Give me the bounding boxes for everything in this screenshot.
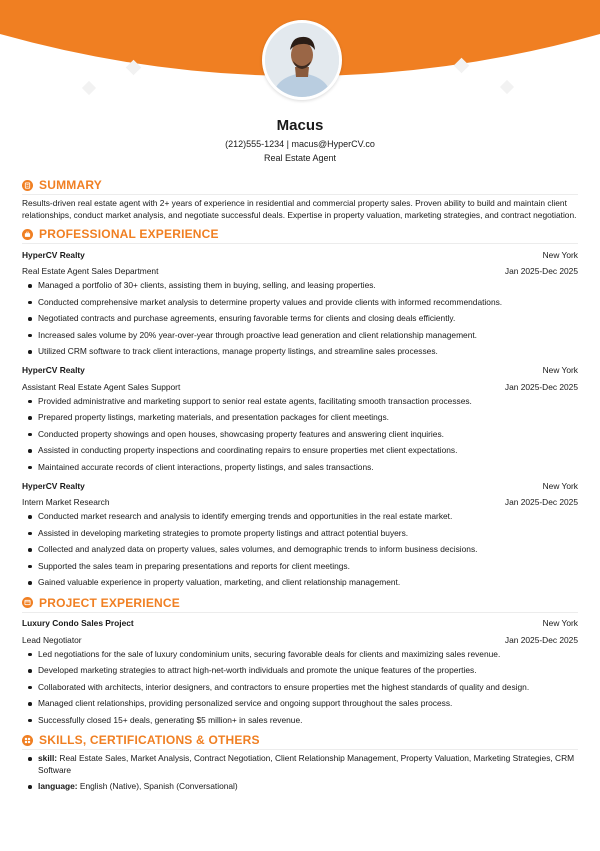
language-item [22,781,578,793]
avatar [262,20,342,100]
company: HyperCV Realty [22,249,85,260]
profile-photo [265,23,339,97]
phone: (212)555-1234 [225,139,285,149]
list-item: Successfully closed 15+ deals, generating $5 million+ in sales revenue. [22,715,578,727]
project-name: Luxury Condo Sales Project [22,618,134,628]
list-item: Supported the sales team in preparing presentations and reports for client meetings. [22,561,578,573]
job-entry [22,363,578,474]
role: Intern Market Research [22,497,110,507]
language-label: language: [38,781,78,791]
project-header [22,616,578,633]
skill-item [22,753,578,776]
section-title: PROFESSIONAL EXPERIENCE [39,227,219,241]
list-item: Conducted comprehensive market analysis to determine property values and provide clients with informed recommendations. [22,297,578,309]
job-subheader [22,264,578,281]
summary-heading [22,176,578,195]
job-header [22,247,578,264]
list-item: Negotiated contracts and purchase agreements, ensuring favorable terms for clients and closing deals efficiently. [22,313,578,325]
list-item: Provided administrative and marketing support to senior real estate agents, facilitating smooth transaction processes. [22,396,578,408]
section-title: PROJECT EXPERIENCE [39,595,180,610]
location: New York [542,365,578,375]
skill-value: Real Estate Sales, Market Analysis, Contract Negotiation, Client Relationship Management, Property Valuation, Marketing Strategies, CRM Software [38,753,575,775]
list-item: Gained valuable experience in property valuation, marketing, and client relationship management. [22,577,578,589]
job-subheader [22,495,578,512]
project-icon [22,597,33,608]
list-item: Collaborated with architects, interior designers, and contractors to ensure properties met the highest standards of quality and design. [22,682,578,694]
list-item: Developed marketing strategies to attract high-net-worth individuals and promote the unique features of the properties. [22,665,578,677]
summary-text: Results-driven real estate agent with 2+ years of experience in residential and commercial property sales. Proven ability to build and maintain client relationships, conduct market analysis, and negotiate successful deals. Expertise in property valuation, marketing strategies, and contract negotiation. [22,198,577,220]
resume-body [22,176,578,798]
dates: Jan 2025-Dec 2025 [504,381,578,392]
list-item: Maintained accurate records of client interactions, property listings, and sales transactions. [22,462,578,474]
bullet-list [22,511,578,589]
company: HyperCV Realty [22,365,85,375]
role: Real Estate Agent Sales Department [22,266,159,276]
project-entry [22,616,578,727]
role: Assistant Real Estate Agent Sales Support [22,381,181,392]
skill-label: skill: [38,753,58,763]
contact-line [0,138,600,150]
list-item: Assisted in conducting property inspections and coordinating repairs to ensure properties met client expectations. [22,445,578,457]
list-item: Assisted in developing marketing strategies to promote property listings and attract potential buyers. [22,528,578,540]
job-entry [22,478,578,589]
location: New York [542,618,578,628]
project-subheader [22,632,578,649]
location: New York [542,480,578,491]
role: Lead Negotiator [22,634,82,645]
grid-icon [22,735,33,746]
job-entry [22,247,578,358]
section-title: SUMMARY [39,178,102,192]
bullet-list [22,396,578,474]
experience-heading [22,225,578,244]
job-header [22,363,578,380]
skills-heading [22,731,578,750]
bullet-list [22,280,578,358]
location: New York [542,249,578,260]
job-header [22,478,578,495]
dates: Jan 2025-Dec 2025 [504,634,578,645]
identity-block [0,117,600,164]
candidate-name: Macus [276,117,324,134]
dates: Jan 2025-Dec 2025 [504,497,578,507]
list-item: Managed client relationships, providing personalized service and ongoing support throughout the sales process. [22,698,578,710]
job-title: Real Estate Agent [263,153,337,163]
email: macus@HyperCV.co [291,139,375,149]
bullet-list [22,649,578,727]
list-item: Utilized CRM software to track client interactions, manage property listings, and streamline sales processes. [22,346,578,358]
dates: Jan 2025-Dec 2025 [504,266,578,276]
list-item: Prepared property listings, marketing materials, and presentation packages for client meetings. [22,412,578,424]
section-title: SKILLS, CERTIFICATIONS & OTHERS [39,733,260,747]
list-item: Managed a portfolio of 30+ clients, assisting them in buying, selling, and leasing properties. [22,280,578,292]
list-item: Conducted market research and analysis to identify emerging trends and opportunities in the real estate market. [22,511,578,523]
list-item: Collected and analyzed data on property values, sales volumes, and demographic trends to inform business decisions. [22,544,578,556]
briefcase-icon [22,229,33,240]
list-item: Increased sales volume by 20% year-over-year through proactive lead generation and client relationship management. [22,330,578,342]
company: HyperCV Realty [22,480,85,491]
job-subheader [22,379,578,396]
projects-heading [22,594,578,613]
language-value: English (Native), Spanish (Conversational) [77,781,238,791]
contact-separator: | [284,139,292,149]
skills-list [22,753,578,793]
summary-icon [22,180,33,191]
list-item: Led negotiations for the sale of luxury condominium units, securing favorable deals for clients and maximizing sales revenue. [22,649,578,661]
list-item: Conducted property showings and open houses, showcasing property features and answering client inquiries. [22,429,578,441]
